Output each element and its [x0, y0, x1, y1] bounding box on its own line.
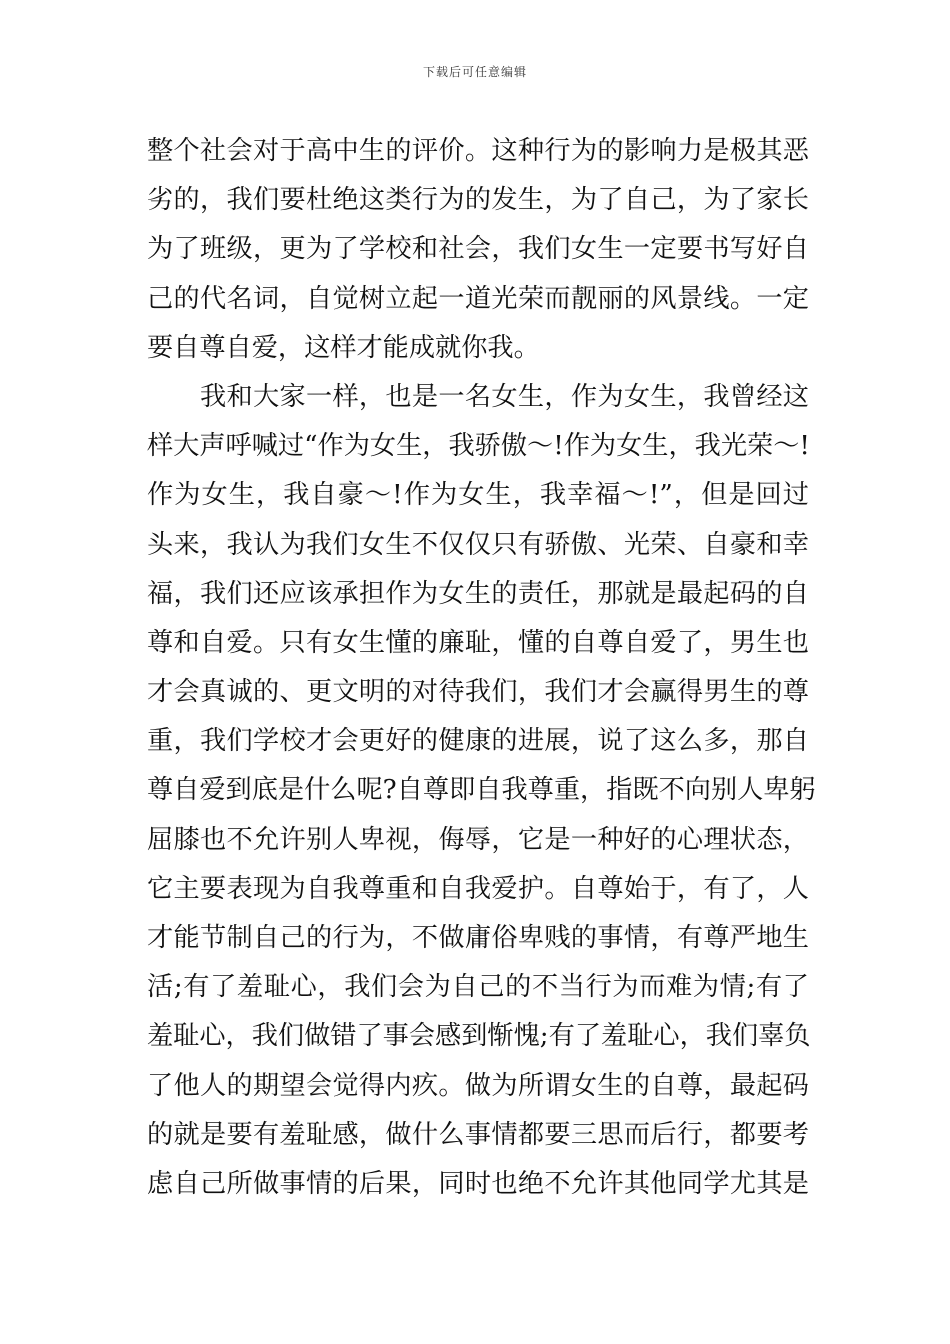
text-line: 才会真诚的、更文明的对待我们，我们才会赢得男生的尊	[147, 677, 809, 708]
text-line: 头来，我认为我们女生不仅仅只有骄傲、光荣、自豪和幸	[147, 529, 809, 560]
text-line: 整个社会对于高中生的评价。这种行为的影响力是极其恶	[147, 136, 809, 166]
text-line: 己的代名词，自觉树立起一道光荣而靓丽的风景线。一定	[147, 283, 809, 314]
text-line: 屈膝也不允许别人卑视，侮辱，它是一种好的心理状态，	[147, 824, 809, 855]
text-line: 尊自爱到底是什么呢?自尊即自我尊重，指既不向别人卑躬	[147, 775, 816, 806]
text-line: 羞耻心，我们做错了事会感到惭愧;有了羞耻心，我们辜负	[147, 1021, 811, 1052]
text-line: 我和大家一样，也是一名女生，作为女生，我曾经这	[147, 381, 809, 412]
text-line: 重，我们学校才会更好的健康的进展，说了这么多，那自	[147, 726, 809, 757]
text-line: 活;有了羞耻心，我们会为自己的不当行为而难为情;有了	[147, 972, 809, 1003]
text-line: 为了班级，更为了学校和社会，我们女生一定要书写好自	[147, 234, 809, 265]
text-line: 要自尊自爱，这样才能成就你我。	[147, 332, 540, 363]
text-line: 劣的，我们要杜绝这类行为的发生，为了自己，为了家长	[147, 185, 809, 216]
document-body	[147, 127, 816, 1209]
text-line: 虑自己所做事情的后果，同时也绝不允许其他同学尤其是	[147, 1168, 809, 1199]
text-line: 作为女生，我自豪～!作为女生，我幸福～!”，但是回过	[147, 480, 809, 511]
text-line: 尊和自爱。只有女生懂的廉耻，懂的自尊自爱了，男生也	[147, 627, 809, 658]
text-line: 样大声呼喊过“作为女生，我骄傲～!作为女生，我光荣～!	[147, 431, 810, 462]
page-header: 下载后可任意编辑	[422, 65, 527, 79]
text-line: 才能节制自己的行为，不做庸俗卑贱的事情，有尊严地生	[147, 923, 809, 953]
text-line: 了他人的期望会觉得内疚。做为所谓女生的自尊，最起码	[147, 1070, 809, 1101]
text-line: 福，我们还应该承担作为女生的责任，那就是最起码的自	[147, 578, 809, 609]
text-line: 的就是要有羞耻感，做什么事情都要三思而后行，都要考	[147, 1119, 809, 1150]
text-line: 它主要表现为自我尊重和自我爱护。自尊始于，有了，人	[147, 873, 809, 904]
